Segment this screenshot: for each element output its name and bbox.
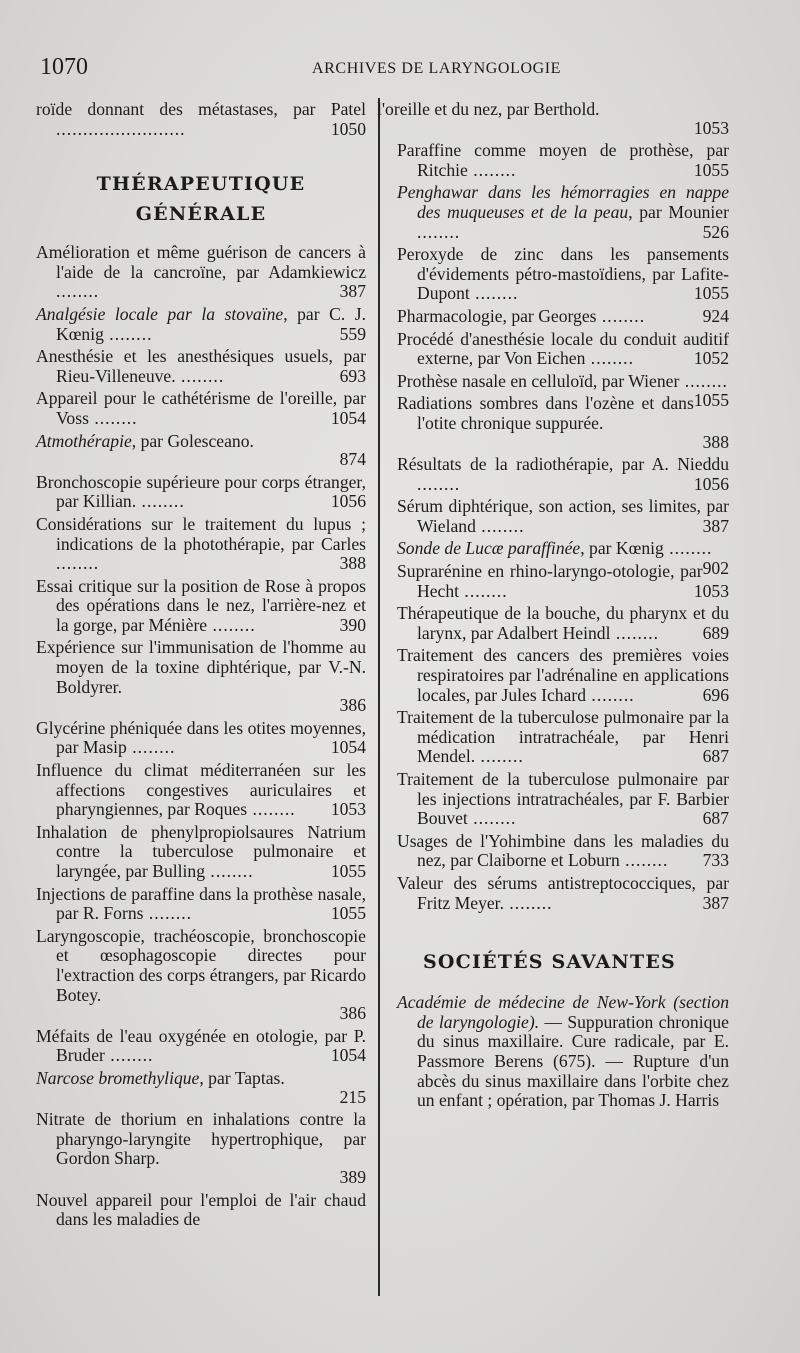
leader-dots: ........ (467, 159, 517, 180)
right-entries-list (377, 99, 729, 913)
leader-dots: ........ (56, 553, 100, 574)
section-heading-societes: SOCIÉTÉS SAVANTES (423, 951, 676, 974)
entry-text: Usages de l'Yohimbine dans les maladies du nez, par Claiborne et Loburn (397, 830, 729, 871)
index-entry (397, 562, 729, 601)
index-entry (36, 347, 366, 386)
entry-page: 526 (702, 221, 729, 242)
entry-page: 874 (339, 449, 366, 470)
leader-dots: ........ (467, 808, 517, 829)
index-entry (397, 370, 729, 411)
entry-author: , par Golesceano. (131, 430, 254, 451)
entry-text: Injections de paraffine dans la prothèse nasale, par R. Forns (36, 883, 366, 924)
entry-author: , par Mounier (628, 201, 729, 222)
entry-text: Traitement de la tuberculose pulmonaire par les injections intratrachéales, par F. Barbier Bouvet (397, 769, 729, 829)
leader-dots: ........ (207, 614, 256, 635)
entry-page: 387 (702, 892, 729, 913)
index-entry (36, 927, 366, 1024)
entry-text: Penghawar dans les hémorragies en nappe des muqueuses et de la peau (397, 182, 729, 222)
entry-page: 1056 (693, 473, 729, 494)
heading-line-2: GÉNÉRALE (135, 203, 267, 226)
index-entry (397, 394, 729, 452)
index-entry (36, 719, 366, 758)
index-entry (397, 874, 729, 913)
entry-page: 386 (339, 1003, 366, 1024)
index-entry (397, 245, 729, 304)
entry-page: 387 (339, 281, 366, 302)
entry-page: 388 (702, 431, 729, 452)
leader-dots: ........ (585, 348, 634, 369)
entry-text: Influence du climat méditerranéen sur les affections congestives auriculaires et pharyngiennes, par Roques (36, 760, 366, 820)
index-entry (397, 307, 729, 327)
entry-page: 1053 (693, 117, 729, 138)
index-entry (36, 823, 366, 882)
entry-text: Nouvel appareil pour l'emploi de l'air chaud dans les maladies de (36, 1189, 366, 1230)
entry-page: 1050 (330, 118, 366, 139)
entry-author: , par Kœnig (580, 538, 664, 559)
leader-dots: ........ (610, 622, 660, 643)
entry-text: Sérum diphtérique, son action, ses limites, par Wieland (397, 496, 729, 536)
heading-line-1: THÉRAPEUTIQUE (96, 173, 306, 196)
leader-dots: ........ (619, 850, 669, 871)
entry-text: Pharmacologie, par Georges (397, 305, 597, 326)
entry-page: 1056 (330, 491, 366, 512)
section-heading-therapeutique (36, 169, 366, 229)
index-entry (36, 389, 366, 428)
leader-dots: ........ (88, 407, 138, 428)
entry-text: Bronchoscopie supérieure pour corps étranger, par Killian. (36, 471, 366, 512)
entry-text: Amélioration et même guérison de cancers à l'aide de la cancroïne, par Adamkiewicz (36, 242, 366, 282)
leader-dots: ........ (503, 892, 553, 913)
running-title: ARCHIVES DE LARYNGOLOGIE (312, 60, 562, 77)
entry-text: Expérience sur l'immunisation de l'homme au moyen de la toxine diphtérique, par V.-N. Boldyrer. (36, 637, 366, 697)
leader-dots: ........ (679, 370, 728, 391)
entry-author: , par C. J. Kœnig (56, 303, 367, 344)
leader-dots: ........ (459, 580, 508, 601)
entry-text: Nitrate de thorium en inhalations contre la pharyngo-laryngite hypertrophique, par Gordon Sharp. (36, 1109, 366, 1169)
entry-page: 559 (339, 323, 366, 344)
index-entry (397, 604, 729, 643)
entry-page: 733 (702, 850, 729, 871)
page-number: 1070 (40, 54, 88, 80)
index-entry (397, 497, 729, 536)
index-entry (397, 455, 729, 494)
left-entries-list (36, 243, 366, 1230)
entry-author: , par Taptas. (199, 1067, 285, 1088)
index-entry (36, 1069, 366, 1107)
leader-dots: ........ (56, 281, 100, 302)
entry-page: 1052 (693, 348, 729, 369)
entry-text: Peroxyde de zinc dans les pansements d'évidements pétro-mastoïdiens, par Lafite-Dupont (397, 244, 729, 304)
entry-page: 687 (702, 746, 729, 767)
entry-page: 215 (339, 1086, 366, 1107)
entry-page: 1053 (693, 580, 729, 601)
entry-page: 696 (702, 684, 729, 705)
entry-page: 1053 (330, 799, 366, 820)
leader-dots: ........ (475, 746, 524, 767)
index-entry (397, 330, 729, 369)
entry-page: 1055 (693, 159, 729, 180)
index-entry (36, 885, 366, 924)
entry-page: 386 (339, 695, 366, 716)
entry-text: Méfaits de l'eau oxygénée en otologie, par P. Bruder (36, 1025, 366, 1066)
entry-text: Radiations sombres dans l'ozène et dans l'otite chronique suppurée. (397, 393, 694, 433)
index-entry (36, 432, 366, 470)
index-entry (397, 183, 729, 242)
leader-dots: ........ (475, 515, 525, 536)
entry-text: Atmothérapie (36, 430, 132, 451)
index-entry (36, 473, 366, 512)
leader-dots: ........ (663, 538, 713, 559)
index-entry (377, 99, 729, 138)
entry-text: Analgésie locale par la stovaïne (36, 303, 284, 324)
entry-page: 1055 (330, 861, 366, 881)
leader-dots: ........ (247, 799, 296, 820)
index-entry (36, 577, 366, 636)
entry-text: Thérapeutique de la bouche, du pharynx et du larynx, par Adalbert Heindl (397, 603, 729, 643)
entry-page: 1055 (693, 390, 729, 411)
index-entry (36, 243, 366, 302)
left-column (36, 100, 366, 1233)
entry-text: Suprarénine en rhino-laryngo-otologie, par Hecht (397, 561, 703, 601)
leader-dots: ........ (175, 365, 225, 386)
entry-page: 687 (702, 808, 729, 829)
entry-text: Laryngoscopie, trachéoscopie, bronchoscopie et œsophagoscopie directes pour l'extraction des corps étrangers, par Ricardo Botey. (36, 925, 366, 1005)
entry-text: Considérations sur le traitement du lupus ; indications de la photothérapie, par Carles (36, 513, 366, 554)
entry-page: 689 (702, 622, 729, 643)
entry-text: Essai critique sur la position de Rose à propos des opérations dans le nez, l'arrière-nez et la gorge, par Ménière (36, 575, 366, 635)
entry-text: Procédé d'anesthésie locale du conduit auditif externe, par Von Eichen (397, 328, 729, 369)
right-column (377, 99, 729, 1111)
index-entry (36, 515, 366, 574)
entry-page: 902 (702, 558, 729, 579)
entry-text: l'oreille et du nez, par Berthold. (377, 99, 600, 119)
index-entry (36, 761, 366, 820)
entry-page: 1054 (330, 737, 366, 758)
leader-dots: ........ (136, 491, 185, 512)
entry-page: 1055 (330, 903, 366, 924)
entry-page: 1054 (330, 1045, 366, 1066)
index-entry (397, 832, 729, 871)
entry-text: Paraffine comme moyen de prothèse, par Ritchie (397, 140, 729, 180)
index-entry (397, 141, 729, 180)
societe-italic: Académie de médecine de New-York (section de laryngologie). (397, 992, 729, 1032)
entry-text: roïde donnant des métastases, par Patel (36, 99, 366, 119)
leader-dots: ........ (205, 861, 254, 881)
index-entry (397, 708, 729, 767)
entry-page: 387 (702, 515, 729, 536)
page-header (40, 52, 760, 88)
societe-entry (397, 993, 729, 1111)
index-entry (36, 1110, 366, 1187)
index-entry (36, 305, 366, 344)
entry-text: Traitement de la tuberculose pulmonaire par la médication intratrachéale, par Henri Mendel. (397, 707, 729, 767)
index-entry (397, 770, 729, 829)
entry-page: 1054 (330, 407, 366, 428)
index-entry (397, 646, 729, 705)
leader-dots: ........ (103, 323, 153, 344)
index-entry (397, 538, 729, 579)
leader-dots: ........ (104, 1045, 154, 1066)
leader-dots: ........ (596, 305, 646, 326)
entry-page: 693 (339, 365, 366, 386)
entry-page: 1055 (693, 283, 729, 304)
leader-dots: ........ (126, 737, 176, 758)
entry-page: 390 (339, 614, 366, 635)
index-entry-top (36, 100, 366, 139)
entry-text: Anesthésie et les anesthésiques usuels, par Rieu-Villeneuve. (36, 346, 366, 386)
leader-dots: ........ (417, 473, 461, 494)
entry-text: Narcose bromethylique (36, 1067, 200, 1088)
index-entry (36, 1191, 366, 1230)
entry-text: Glycérine phéniquée dans les otites moyennes, par Masip (36, 717, 366, 758)
leader-dots: ........................ (56, 118, 186, 139)
index-entry (36, 1027, 366, 1066)
leader-dots: ........ (469, 283, 519, 304)
entry-page: 388 (339, 553, 366, 574)
entry-text: Valeur des sérums antistreptococciques, par Fritz Meyer. (397, 872, 729, 913)
leader-dots: ........ (417, 221, 461, 242)
entry-page: 924 (702, 305, 729, 326)
index-entry (36, 638, 366, 715)
entry-text: Résultats de la radiothérapie, par A. Nieddu (397, 454, 729, 475)
entry-text: Inhalation de phenylpropiolsaures Natrium contre la tuberculose pulmonaire et laryngée, par Bulling (36, 821, 366, 881)
entry-text: Sonde de Lucæ paraffinée (397, 538, 581, 559)
entry-text: Prothèse nasale en celluloïd, par Wiener (397, 370, 680, 391)
column-divider (378, 98, 380, 1296)
entry-page: 389 (339, 1166, 366, 1187)
leader-dots: ........ (143, 903, 193, 924)
leader-dots: ........ (586, 684, 635, 705)
entry-text: Appareil pour le cathétérisme de l'oreille, par Voss (36, 388, 366, 428)
entry-text: Traitement des cancers des premières voies respiratoires par l'adrénaline en applications locales, par Jules Ichard (397, 645, 729, 705)
societe-text: — Suppuration chronique du sinus maxillaire. Cure radicale, par E. Passmore Berens (675). — Rupture d'un abcès du sinus maxillaire dans l'orbite chez un enfant ; opération, par Thomas J. Harris (417, 1011, 729, 1111)
